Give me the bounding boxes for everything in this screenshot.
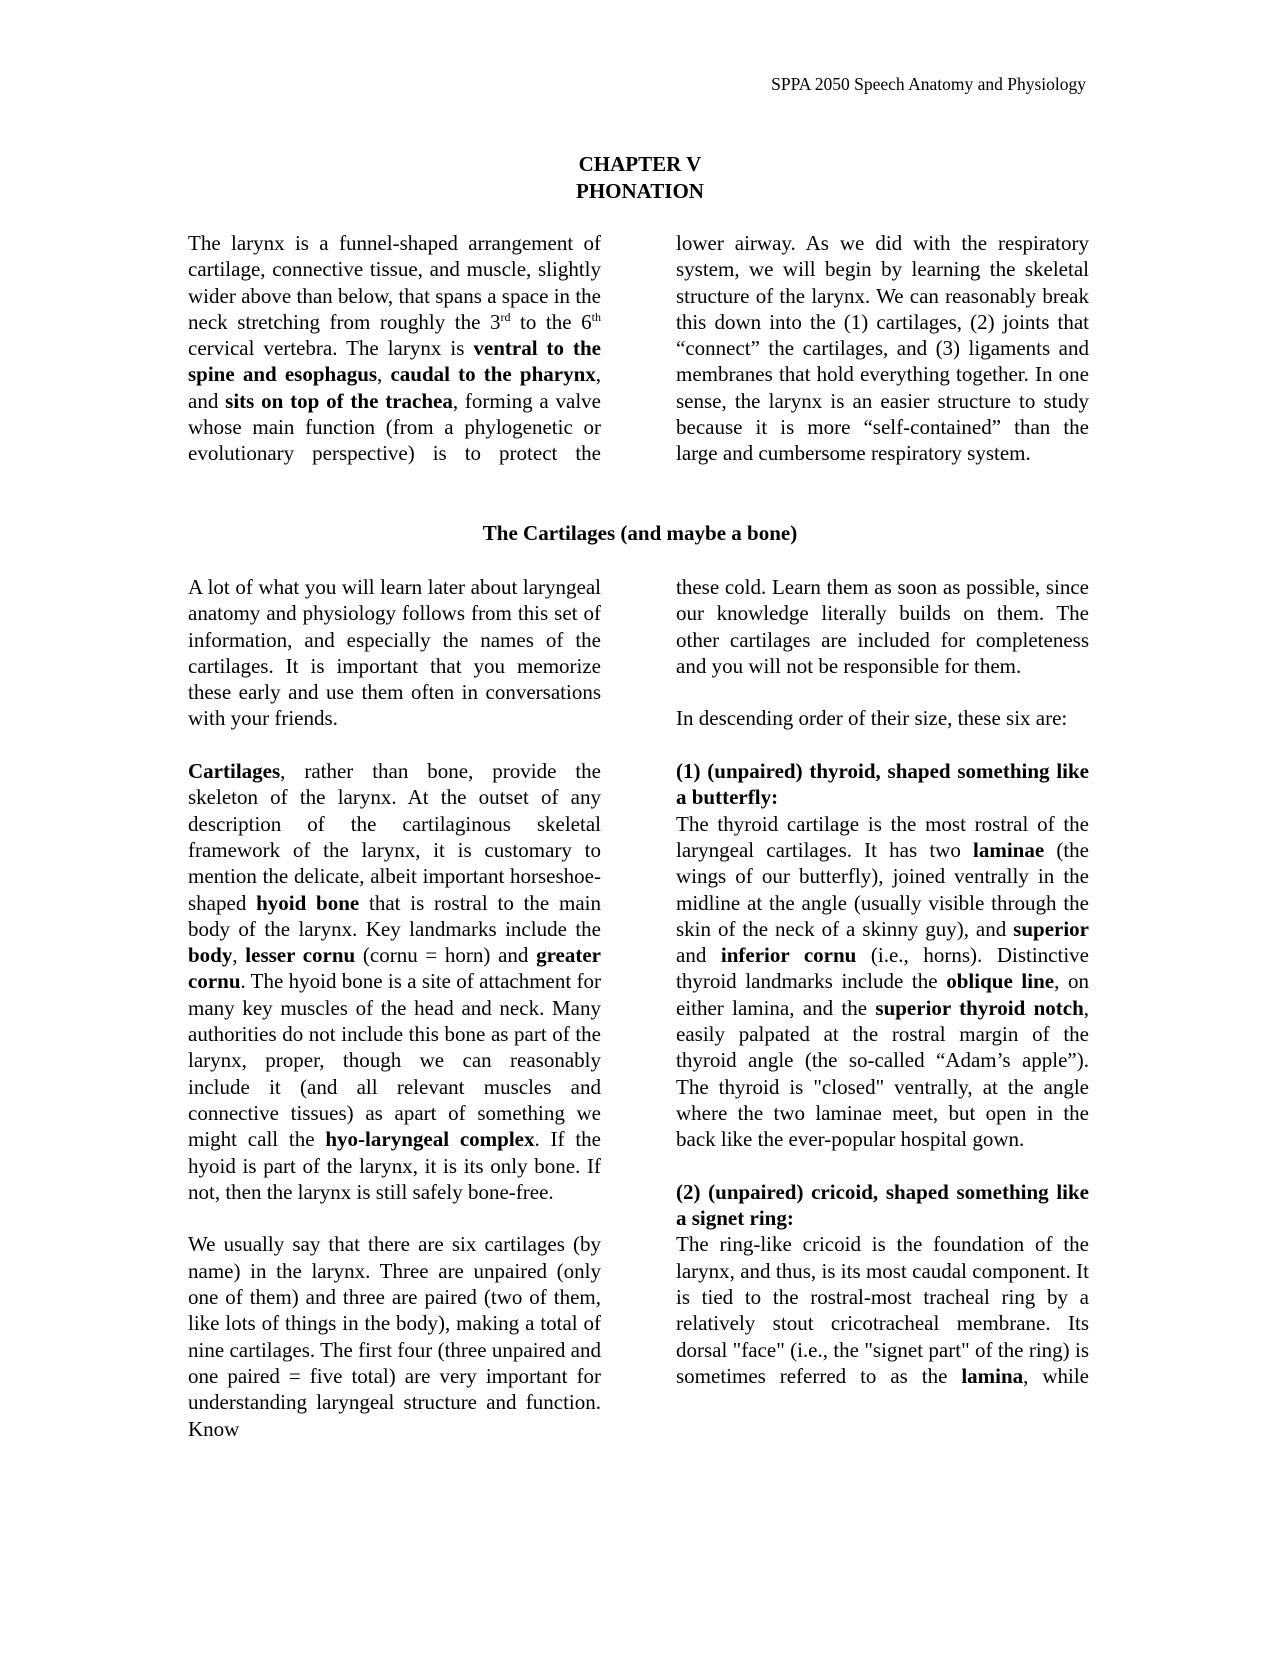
intro-paragraph-part1: The larynx is a funnel-shaped arrangement of cartilage, connective tissue, and muscle, slightly wider above than below, that spans a space in the neck stretching from roughly the 3rd to the 6th cervical vertebra. The larynx is ventral to the spine and esophagus, caudal to the pharynx, and sits on top of the trachea, forming a valve whose main function (from a phylogenetic or evolutionary perspective) is to protect the [188, 231, 602, 466]
paragraph-learn-cold: these cold. Learn them as soon as possible, since our knowledge literally builds on them. The other cartilages are included for completeness and you will not be responsible for them. [676, 575, 1089, 678]
paragraph-cricoid: The ring-like cricoid is the foundation of the larynx, and thus, is its most caudal component. It is tied to the rostral-most tracheal ring by a relatively stout cricotracheal membrane. Its dorsal "face" (i.e., the "signet part" of the ring) is sometimes referred to as the lamina, while [676, 1232, 1089, 1388]
intro-paragraph-part2: lower airway. As we did with the respiratory system, we will begin by learning the skeletal structure of the larynx. We can reasonably break this down into the (1) cartilages, (2) joints that “connect” the cartilages, and (3) ligaments and membranes that hold everything together. In one sense, the larynx is an easier structure to study because it is more “self-contained” than the large and cumbersome respiratory system. [676, 231, 1089, 466]
intro-column-right [676, 230, 1089, 467]
body-column-right [676, 574, 1089, 1389]
body-column-left [188, 574, 601, 1442]
paragraph-thyroid: The thyroid cartilage is the most rostral of the laryngeal cartilages. It has two laminae (the wings of our butterfly), joined ventrally in the midline at the angle (usually visible through the skin of the neck of a skinny guy), and superior and inferior cornu (i.e., horns). Distinctive thyroid landmarks include the oblique line, on either lamina, and the superior thyroid notch, easily palpated at the rostral margin of the thyroid angle (the so-called “Adam’s apple”). The thyroid is "closed" ventrally, at the angle where the two laminae meet, but open in the back like the ever-popular hospital gown. [676, 811, 1089, 1152]
intro-column-left [188, 230, 601, 467]
paragraph-six-cartilages: We usually say that there are six cartilages (by name) in the larynx. Three are unpaired (only one of them) and three are paired (two of them, like lots of things in the body), making a total of nine cartilages. The first four (three unpaired and one paired = five total) are very important for understanding laryngeal structure and function. Know [188, 1232, 601, 1441]
heading-cricoid: (2) (unpaired) cricoid, shaped something like a signet ring: [676, 1179, 1089, 1231]
chapter-title [0, 151, 1280, 205]
paragraph-overview: A lot of what you will learn later about laryngeal anatomy and physiology follows from this set of information, and especially the names of the cartilages. It is important that you memorize these early and use them often in conversations with your friends. [188, 575, 601, 731]
section-heading: The Cartilages (and maybe a bone) [482, 521, 798, 545]
paragraph-hyoid: Cartilages, rather than bone, provide the skeleton of the larynx. At the outset of any description of the cartilaginous skeletal framework of the larynx, it is customary to mention the delicate, albeit important horseshoe-shaped hyoid bone that is rostral to the main body of the larynx. Key landmarks include the body, lesser cornu (cornu = horn) and greater cornu. The hyoid bone is a site of attachment for many key muscles of the head and neck. Many authorities do not include this bone as part of the larynx, proper, though we can reasonably include it (and all relevant muscles and connective tissues) as apart of something we might call the hyo-laryngeal complex. If the hyoid is part of the larynx, it is its only bone. If not, then the larynx is still safely bone-free. [188, 759, 602, 1204]
heading-thyroid: (1) (unpaired) thyroid, shaped something like a butterfly: [676, 759, 1089, 810]
running-header: SPPA 2050 Speech Anatomy and Physiology [771, 74, 1086, 94]
paragraph-descending-order: In descending order of their size, these six are: [676, 706, 1068, 731]
chapter-number: CHAPTER V [578, 152, 702, 176]
chapter-name: PHONATION [576, 179, 704, 203]
